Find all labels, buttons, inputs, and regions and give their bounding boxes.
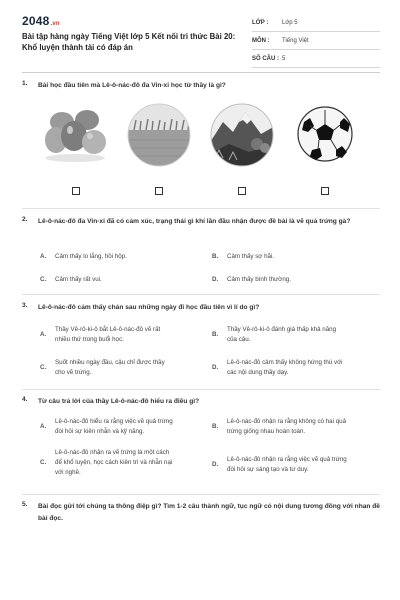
site-logo[interactable] [22,14,60,28]
question-divider [22,208,380,209]
option-text: Cảm thấy bình thường. [227,276,291,283]
meta-value: Tiếng Việt [282,37,309,44]
option-letter: C. [40,459,47,466]
answer-checkbox-4[interactable] [321,187,329,195]
option-b[interactable] [212,417,382,437]
option-text-line-2: các nội dung thầy dạy. [227,369,289,376]
question-3 [22,302,380,314]
option-text-line-1: Thầy Vê-rô-ki-ô bắt Lê-ô-nác-đô vẽ rất [55,326,161,333]
question-text: Bài học đầu tiên mà Lê-ô-nác-đô đa Vin-xi học từ thầy là gì? [38,82,226,89]
meta-row-class [252,14,380,32]
option-letter: A. [40,331,47,338]
option-text: Cảm thấy lo lắng, hồi hộp. [55,253,127,260]
meta-panel [252,14,380,68]
logo-main: 2048 [22,14,50,28]
answer-checkbox-2[interactable] [155,187,163,195]
option-text-line-2: đòi hỏi sự sáng tạo và tư duy. [227,466,309,473]
option-letter: B. [212,253,219,260]
option-text-line-1: Suốt nhiều ngày đầu, cậu chỉ được thầy [55,359,165,366]
option-d[interactable] [212,358,380,378]
option-text: Cảm thấy sợ hãi. [227,253,275,260]
soccer-ball-icon [292,100,358,170]
question-text: Từ câu trả lời của thầy Lê-ô-nác-đô hiểu ra điều gì? [38,398,200,405]
option-text-line-1: Lê-ô-nác-đô cảm thấy không hứng thú với [227,359,343,366]
question-number: 3. [22,302,28,309]
meta-value: Lớp 5 [282,19,298,26]
question-text: Lê-ô-nác-đô đa Vin-xi đã có cảm xúc, trạng thái gì khi lần đầu nhận được đề bài là vẽ quả trứng gà? [38,218,351,225]
question-number: 2. [22,216,28,223]
option-text-line-2: của cậu. [227,336,251,343]
question-divider [22,389,380,390]
option-text-line-2: nhiều thứ trong buổi học. [55,336,124,343]
mountain-landscape-icon [209,100,275,170]
option-text-line-1: Lê-ô-nác-đô nhận ra vẽ trứng là một cách [55,449,170,456]
option-text-line-2: cho vẽ trứng. [55,369,92,376]
answer-checkbox-3[interactable] [238,187,246,195]
option-letter: D. [212,276,219,283]
option-letter: A. [40,253,47,260]
option-letter: C. [40,364,47,371]
option-text-line-1: Lê-ô-nác-đô nhận ra rằng việc vẽ quả trứng [227,456,347,463]
meta-row-subject [252,32,380,50]
eggs-icon [42,100,108,170]
option-a[interactable] [40,325,208,345]
meta-row-count [252,50,380,68]
logo-suffix: .vn [50,21,60,27]
option-letter: C. [40,276,47,283]
question-2 [22,216,380,228]
option-text-line-2: để khổ luyện, học cách kiên trì và nhẫn nại [55,459,173,466]
option-text-line-2: đòi hỏi sự kiên nhẫn và kỹ năng. [55,428,145,435]
option-c[interactable] [40,448,210,478]
question-5 [22,501,380,525]
option-letter: A. [40,423,47,430]
question-number: 1. [22,80,28,87]
question-text: Bài đọc gửi tới chúng ta thông điệp gì? Tìm 1-2 câu thành ngữ, tục ngữ có nội dung tương đồng với nhan đề bài đọc. [38,503,380,522]
header-divider [22,72,380,73]
option-d[interactable] [212,455,382,475]
option-text-line-1: Lê-ô-nác-đô nhận ra rằng không có hai quả [227,418,347,425]
option-b[interactable] [212,325,380,345]
question-divider [22,494,380,495]
question-1 [22,80,380,92]
option-text-line-1: Thầy Vê-rô-ki-ô đánh giá thấp khả năng [227,326,337,333]
option-text-line-3: với nghề. [55,469,81,476]
option-c[interactable] [40,358,208,378]
option-letter: B. [212,331,219,338]
option-letter: D. [212,461,219,468]
option-letter: D. [212,364,219,371]
worksheet-title: Bài tập hàng ngày Tiếng Việt lớp 5 Kết nối tri thức Bài 20: Khổ luyện thành tài có đáp án [22,32,236,52]
meta-value: 5 [282,55,286,62]
question-number: 4. [22,396,28,403]
question-text: Lê-ô-nác-đô cảm thấy chán sau những ngày đi học đầu tiên vì lí do gì? [38,304,260,311]
question-divider [22,294,380,295]
meta-key: LỚP : [252,19,269,26]
answer-checkbox-1[interactable] [72,187,80,195]
meta-key: MÔN : [252,37,270,44]
option-text-line-1: Lê-ô-nác-đô hiểu ra rằng việc vẽ quả trứng [55,418,173,425]
option-text-line-2: trứng giống nhau hoàn toàn. [227,428,306,435]
question-4 [22,396,380,408]
meta-key: SỐ CÂU : [252,55,279,62]
question-number: 5. [22,501,28,508]
option-letter: B. [212,423,219,430]
option-text: Cảm thấy rất vui. [55,276,102,283]
option-a[interactable] [40,417,208,437]
wheat-field-icon [126,100,192,170]
